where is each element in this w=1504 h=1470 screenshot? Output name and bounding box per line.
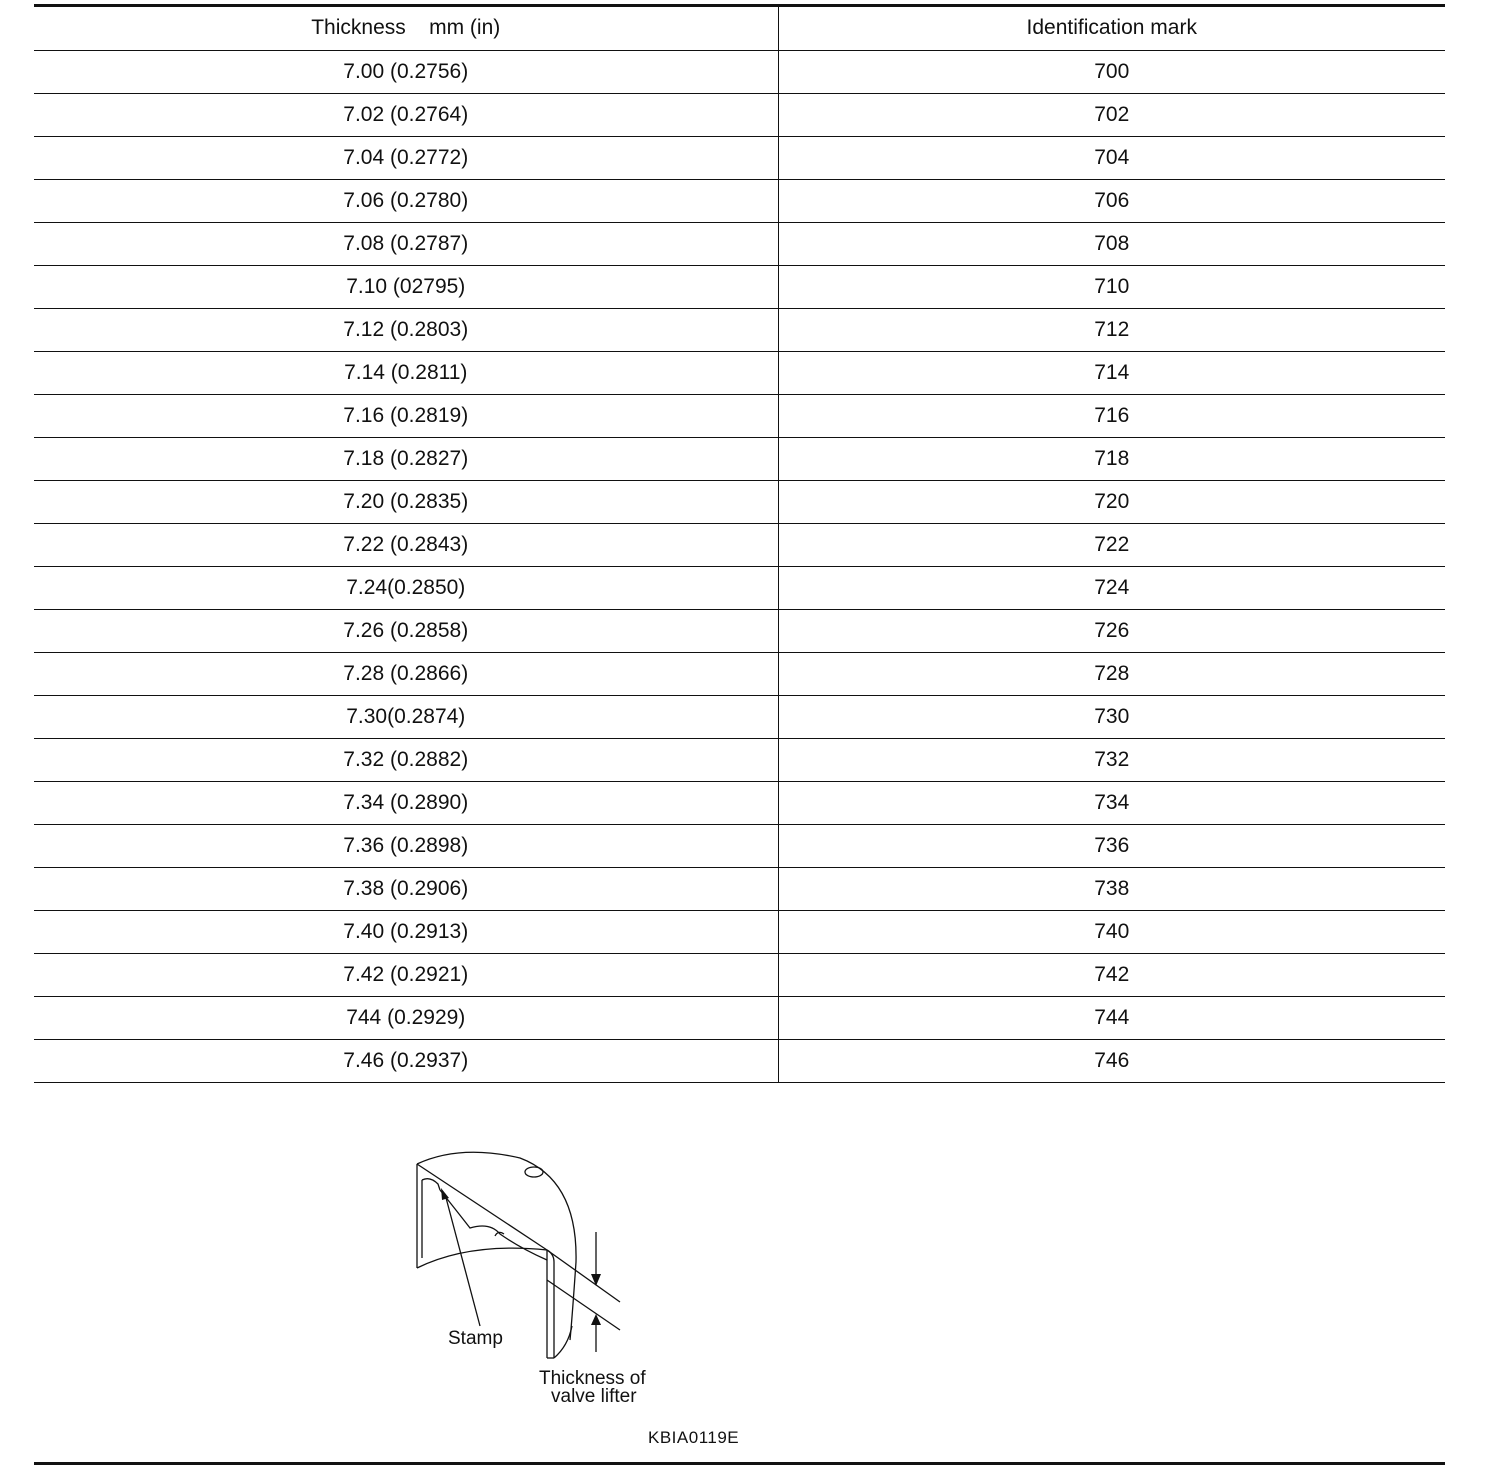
identification-mark-cell: 706 — [778, 179, 1445, 222]
identification-mark-cell: 746 — [778, 1039, 1445, 1082]
thickness-label-line1: Thickness of — [539, 1368, 646, 1389]
table-row — [34, 695, 1445, 738]
table-row — [34, 910, 1445, 953]
thickness-cell: 7.28 (0.2866) — [34, 652, 778, 695]
table-row — [34, 50, 1445, 93]
thickness-cell: 7.04 (0.2772) — [34, 136, 778, 179]
thickness-cell: 7.12 (0.2803) — [34, 308, 778, 351]
table-row — [34, 93, 1445, 136]
table-row — [34, 652, 1445, 695]
identification-mark-cell: 742 — [778, 953, 1445, 996]
thickness-cell: 7.20 (0.2835) — [34, 480, 778, 523]
valve-lifter-thickness-table — [34, 7, 1445, 1083]
table-row — [34, 953, 1445, 996]
table-row — [34, 523, 1445, 566]
valve-lifter-figure — [400, 1150, 700, 1410]
table-header-row — [34, 7, 1445, 50]
identification-mark-cell: 720 — [778, 480, 1445, 523]
thickness-cell: 7.14 (0.2811) — [34, 351, 778, 394]
table-row — [34, 480, 1445, 523]
identification-mark-cell: 724 — [778, 566, 1445, 609]
table-row — [34, 781, 1445, 824]
identification-mark-cell: 718 — [778, 437, 1445, 480]
table-row — [34, 222, 1445, 265]
identification-mark-cell: 712 — [778, 308, 1445, 351]
thickness-cell: 7.00 (0.2756) — [34, 50, 778, 93]
thickness-cell: 7.26 (0.2858) — [34, 609, 778, 652]
thickness-cell: 7.42 (0.2921) — [34, 953, 778, 996]
identification-mark-cell: 734 — [778, 781, 1445, 824]
identification-mark-cell: 726 — [778, 609, 1445, 652]
table-row — [34, 136, 1445, 179]
table-body — [34, 50, 1445, 1082]
identification-mark-cell: 702 — [778, 93, 1445, 136]
thickness-cell: 7.36 (0.2898) — [34, 824, 778, 867]
identification-mark-cell: 722 — [778, 523, 1445, 566]
stamp-label: Stamp — [448, 1328, 503, 1349]
table-row — [34, 824, 1445, 867]
thickness-cell: 7.22 (0.2843) — [34, 523, 778, 566]
table-row — [34, 394, 1445, 437]
thickness-cell: 7.40 (0.2913) — [34, 910, 778, 953]
thickness-cell: 7.02 (0.2764) — [34, 93, 778, 136]
thickness-cell: 7.16 (0.2819) — [34, 394, 778, 437]
table-row — [34, 566, 1445, 609]
thickness-cell: 7.32 (0.2882) — [34, 738, 778, 781]
identification-mark-cell: 730 — [778, 695, 1445, 738]
identification-mark-cell: 710 — [778, 265, 1445, 308]
thickness-cell: 7.24(0.2850) — [34, 566, 778, 609]
identification-mark-cell: 704 — [778, 136, 1445, 179]
thickness-label-line2: valve lifter — [551, 1386, 637, 1407]
identification-mark-cell: 732 — [778, 738, 1445, 781]
table-row — [34, 308, 1445, 351]
identification-mark-cell: 700 — [778, 50, 1445, 93]
table-row — [34, 265, 1445, 308]
table-row — [34, 609, 1445, 652]
thickness-cell: 7.38 (0.2906) — [34, 867, 778, 910]
identification-mark-cell: 728 — [778, 652, 1445, 695]
table-row — [34, 351, 1445, 394]
table-row — [34, 738, 1445, 781]
thickness-cell: 744 (0.2929) — [34, 996, 778, 1039]
thickness-cell: 7.30(0.2874) — [34, 695, 778, 738]
table-row — [34, 437, 1445, 480]
thickness-cell: 7.10 (02795) — [34, 265, 778, 308]
identification-mark-cell: 736 — [778, 824, 1445, 867]
header-identification-mark: Identification mark — [778, 7, 1445, 50]
thickness-cell: 7.46 (0.2937) — [34, 1039, 778, 1082]
figure-code: KBIA0119E — [648, 1428, 740, 1447]
table-row — [34, 179, 1445, 222]
thickness-cell: 7.06 (0.2780) — [34, 179, 778, 222]
identification-mark-cell: 744 — [778, 996, 1445, 1039]
header-thickness: Thickness mm (in) — [34, 7, 778, 50]
identification-mark-cell: 714 — [778, 351, 1445, 394]
thickness-cell: 7.34 (0.2890) — [34, 781, 778, 824]
table-row — [34, 1039, 1445, 1082]
table-row — [34, 996, 1445, 1039]
identification-mark-cell: 716 — [778, 394, 1445, 437]
thickness-cell: 7.18 (0.2827) — [34, 437, 778, 480]
bottom-rule — [34, 1462, 1445, 1465]
thickness-cell: 7.08 (0.2787) — [34, 222, 778, 265]
identification-mark-cell: 708 — [778, 222, 1445, 265]
identification-mark-cell: 738 — [778, 867, 1445, 910]
table-row — [34, 867, 1445, 910]
identification-mark-cell: 740 — [778, 910, 1445, 953]
